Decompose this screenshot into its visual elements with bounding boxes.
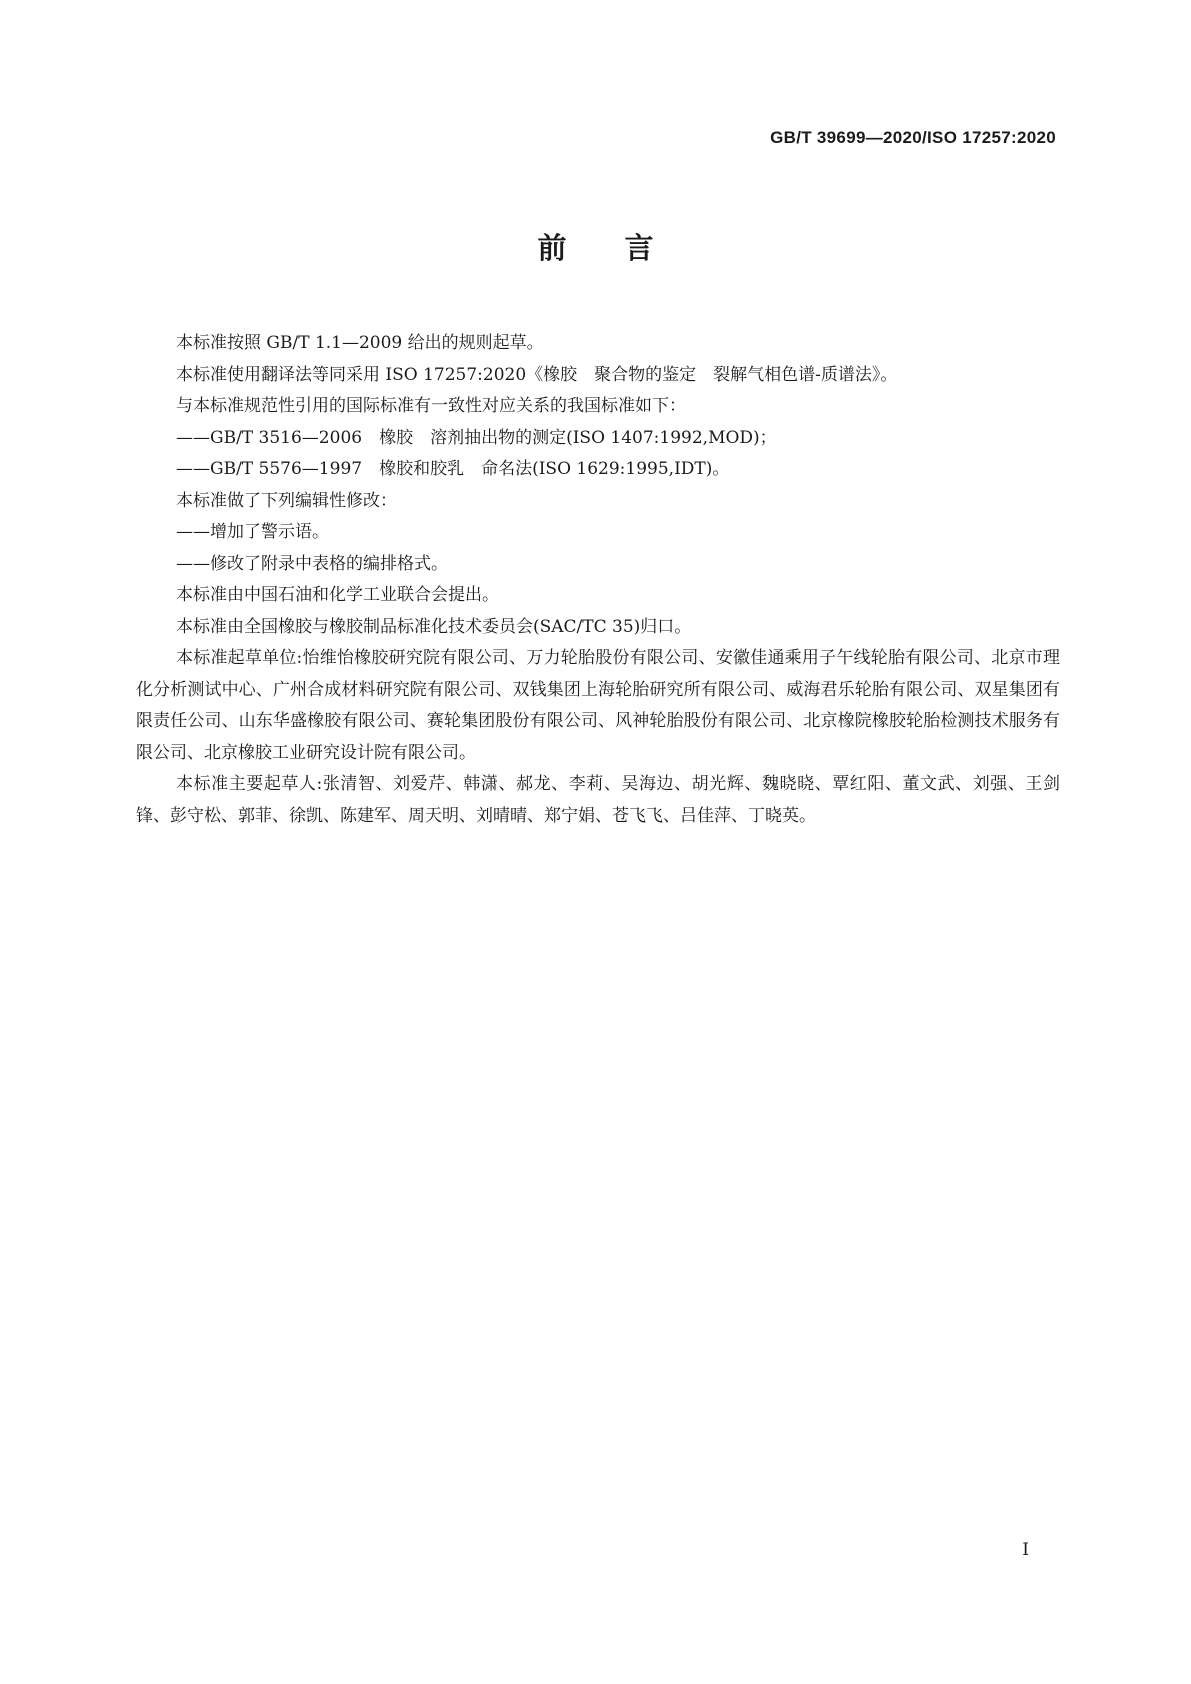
paragraph-proposed-by: 本标准由中国石油和化学工业联合会提出。 xyxy=(176,585,499,605)
page-title: 前言 xyxy=(537,231,712,265)
paragraph-editorial-changes-intro: 本标准做了下列编辑性修改： xyxy=(176,490,397,511)
foreword-body xyxy=(136,328,1060,832)
paragraph-managed-by: 本标准由全国橡胶与橡胶制品标准化技术委员会(SAC/TC 35)归口。 xyxy=(176,616,692,637)
paragraph-normative-references-intro: 与本标准规范性引用的国际标准有一致性对应关系的我国标准如下： xyxy=(176,396,686,416)
page-number: I xyxy=(1022,1540,1029,1560)
list-item-table-format-changed: ——修改了附录中表格的编排格式。 xyxy=(176,553,448,574)
paragraph-main-drafters: 本标准主要起草人:张清智、刘爱芹、韩潇、郝龙、李莉、吴海边、胡光辉、魏晓晓、覃红阳、董文武、刘强、王剑锋、彭守松、郭菲、徐凯、陈建军、周天明、刘晴晴、郑宁娟、苍飞飞、吕佳萍、丁晓英。 xyxy=(136,774,1060,826)
paragraph-translation-method: 本标准使用翻译法等同采用 ISO 17257:2020《橡胶 聚合物的鉴定 裂解气相色谱-质谱法》。 xyxy=(176,364,898,385)
list-item-warning-added: ——增加了警示语。 xyxy=(176,522,329,542)
paragraph-drafting-rules: 本标准按照 GB/T 1.1—2009 给出的规则起草。 xyxy=(176,333,544,353)
list-item-gbt-3516: ——GB/T 3516—2006 橡胶 溶剂抽出物的测定(ISO 1407:1992,MOD)； xyxy=(176,427,777,448)
paragraph-drafting-organizations: 本标准起草单位:怡维怡橡胶研究院有限公司、万力轮胎股份有限公司、安徽佳通乘用子午线轮胎有限公司、北京市理化分析测试中心、广州合成材料研究院有限公司、双钱集团上海轮胎研究所有限公司、威海君乐轮胎有限公司、双星集团有限责任公司、山东华盛橡胶有限公司、赛轮集团股份有限公司、风神轮胎股份有限公司、北京橡院橡胶轮胎检测技术服务有限公司、北京橡胶工业研究设计院有限公司。 xyxy=(136,648,1060,763)
standard-code-header: GB/T 39699—2020/ISO 17257:2020 xyxy=(770,128,1056,147)
list-item-gbt-5576: ——GB/T 5576—1997 橡胶和胶乳 命名法(ISO 1629:1995,IDT)。 xyxy=(176,459,730,479)
